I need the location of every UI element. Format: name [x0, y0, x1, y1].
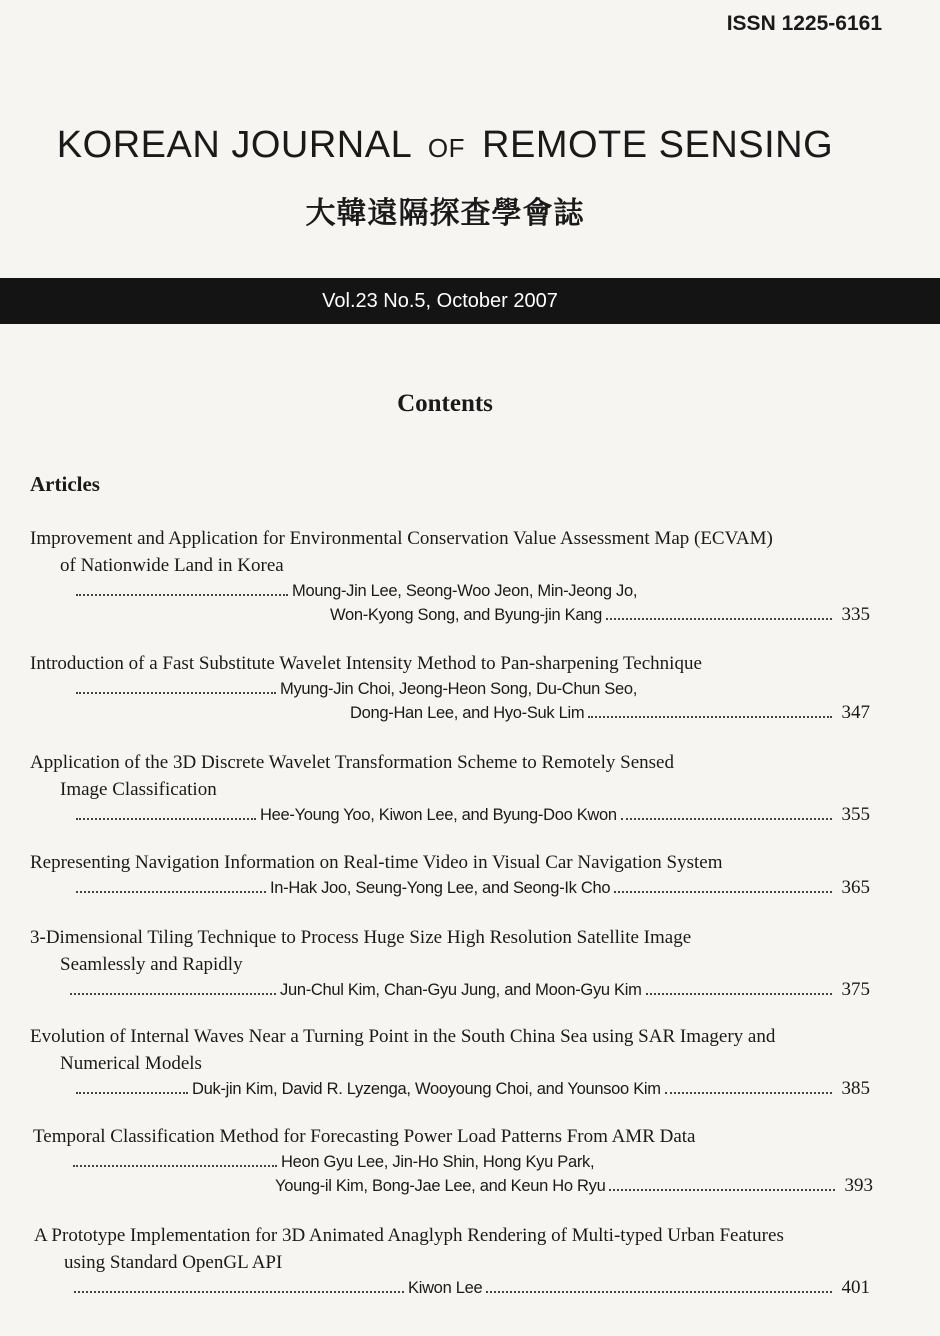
dot-leader: [76, 1091, 188, 1094]
author-row: [34, 1276, 870, 1300]
article-title-line: Application of the 3D Discrete Wavelet Transformation Scheme to Remotely Sensed: [30, 752, 674, 773]
author-row: [30, 603, 870, 627]
article-title-line: 3-Dimensional Tiling Technique to Process Huge Size High Resolution Satellite Image: [30, 927, 692, 948]
article-authors: Duk-jin Kim, David R. Lyzenga, Wooyoung Choi, and Younsoo Kim: [192, 1080, 661, 1098]
author-row: [30, 803, 870, 827]
article-title-line: A Prototype Implementation for 3D Animated Anaglyph Rendering of Multi-typed Urban Features: [34, 1225, 784, 1246]
article-title-line: Introduction of a Fast Substitute Wavelet Intensity Method to Pan-sharpening Technique: [30, 653, 702, 674]
article-page-number: 375: [841, 979, 870, 1000]
article-authors: Young-il Kim, Bong-Jae Lee, and Keun Ho Ryu: [275, 1177, 606, 1195]
journal-title-part2: REMOTE SENSING: [482, 124, 834, 166]
author-row: [33, 1174, 873, 1198]
article-entry: [30, 849, 870, 900]
dot-leader: [76, 691, 276, 694]
issn-number: ISSN 1225-6161: [726, 12, 882, 35]
article-entry: [30, 650, 870, 725]
issue-label: Vol.23 No.5, October 2007: [322, 289, 558, 312]
dot-leader: [70, 992, 276, 995]
dot-leader: [588, 715, 832, 718]
article-title-line: Seamlessly and Rapidly: [60, 954, 243, 975]
dot-leader: [609, 1188, 835, 1191]
article-page-number: 385: [841, 1078, 870, 1099]
dot-leader: [76, 890, 266, 893]
dot-leader: [76, 593, 288, 596]
article-authors: Jun-Chul Kim, Chan-Gyu Jung, and Moon-Gyu Kim: [280, 981, 642, 999]
article-title-line: Improvement and Application for Environmental Conservation Value Assessment Map (ECVAM): [30, 528, 773, 549]
author-row: [33, 1150, 873, 1174]
dot-leader: [606, 617, 832, 620]
article-title-line: using Standard OpenGL API: [64, 1252, 283, 1273]
article-title-line: Evolution of Internal Waves Near a Turning Point in the South China Sea using SAR Imagery and: [30, 1026, 776, 1047]
author-row: [30, 1077, 870, 1101]
article-page-number: 393: [844, 1175, 873, 1196]
contents-heading: Contents: [397, 390, 493, 417]
dot-leader: [646, 992, 832, 995]
dot-leader: [621, 817, 832, 820]
article-page-number: 347: [841, 702, 870, 723]
article-page-number: 335: [841, 604, 870, 625]
dot-leader: [76, 817, 256, 820]
article-title-line: of Nationwide Land in Korea: [60, 555, 284, 576]
article-entry: [33, 1123, 873, 1198]
article-entry: [30, 525, 870, 627]
article-authors: Heon Gyu Lee, Jin-Ho Shin, Hong Kyu Park,: [281, 1153, 595, 1171]
article-authors: Hee-Young Yoo, Kiwon Lee, and Byung-Doo Kwon: [260, 806, 617, 824]
article-title-line: Numerical Models: [60, 1053, 202, 1074]
author-row: [30, 876, 870, 900]
author-row: [30, 677, 870, 701]
dot-leader: [73, 1164, 277, 1167]
article-page-number: 355: [841, 804, 870, 825]
article-title-line: Image Classification: [60, 779, 217, 800]
section-heading-articles: Articles: [30, 472, 100, 496]
article-authors: Moung-Jin Lee, Seong-Woo Jeon, Min-Jeong Jo,: [292, 582, 638, 600]
article-page-number: 365: [841, 877, 870, 898]
dot-leader: [665, 1091, 832, 1094]
dot-leader: [486, 1290, 832, 1293]
issue-banner: [0, 278, 940, 324]
article-authors: Kiwon Lee: [408, 1279, 483, 1297]
author-row: [30, 978, 870, 1002]
article-authors: Myung-Jin Choi, Jeong-Heon Song, Du-Chun Seo,: [280, 680, 638, 698]
journal-title: [0, 124, 890, 167]
journal-title-part1: KOREAN JOURNAL: [56, 124, 411, 166]
article-authors: Won-Kyong Song, and Byung-jin Kang: [330, 606, 603, 624]
article-authors: In-Hak Joo, Seung-Yong Lee, and Seong-Ik Cho: [270, 879, 611, 897]
dot-leader: [74, 1290, 404, 1293]
journal-title-of: OF: [427, 133, 465, 163]
author-row: [30, 701, 870, 725]
article-title-line: Temporal Classification Method for Forecasting Power Load Patterns From AMR Data: [33, 1126, 696, 1147]
article-entry: [30, 1023, 870, 1101]
article-title-line: Representing Navigation Information on Real-time Video in Visual Car Navigation System: [30, 852, 723, 873]
article-authors: Dong-Han Lee, and Hyo-Suk Lim: [350, 704, 585, 722]
article-entry: [30, 749, 870, 827]
article-entry: [30, 924, 870, 1002]
article-page-number: 401: [841, 1277, 870, 1298]
author-row: [30, 579, 870, 603]
dot-leader: [614, 890, 832, 893]
article-entry: [34, 1222, 870, 1300]
journal-korean-title: 大韓遠隔探査學會誌: [305, 196, 585, 231]
